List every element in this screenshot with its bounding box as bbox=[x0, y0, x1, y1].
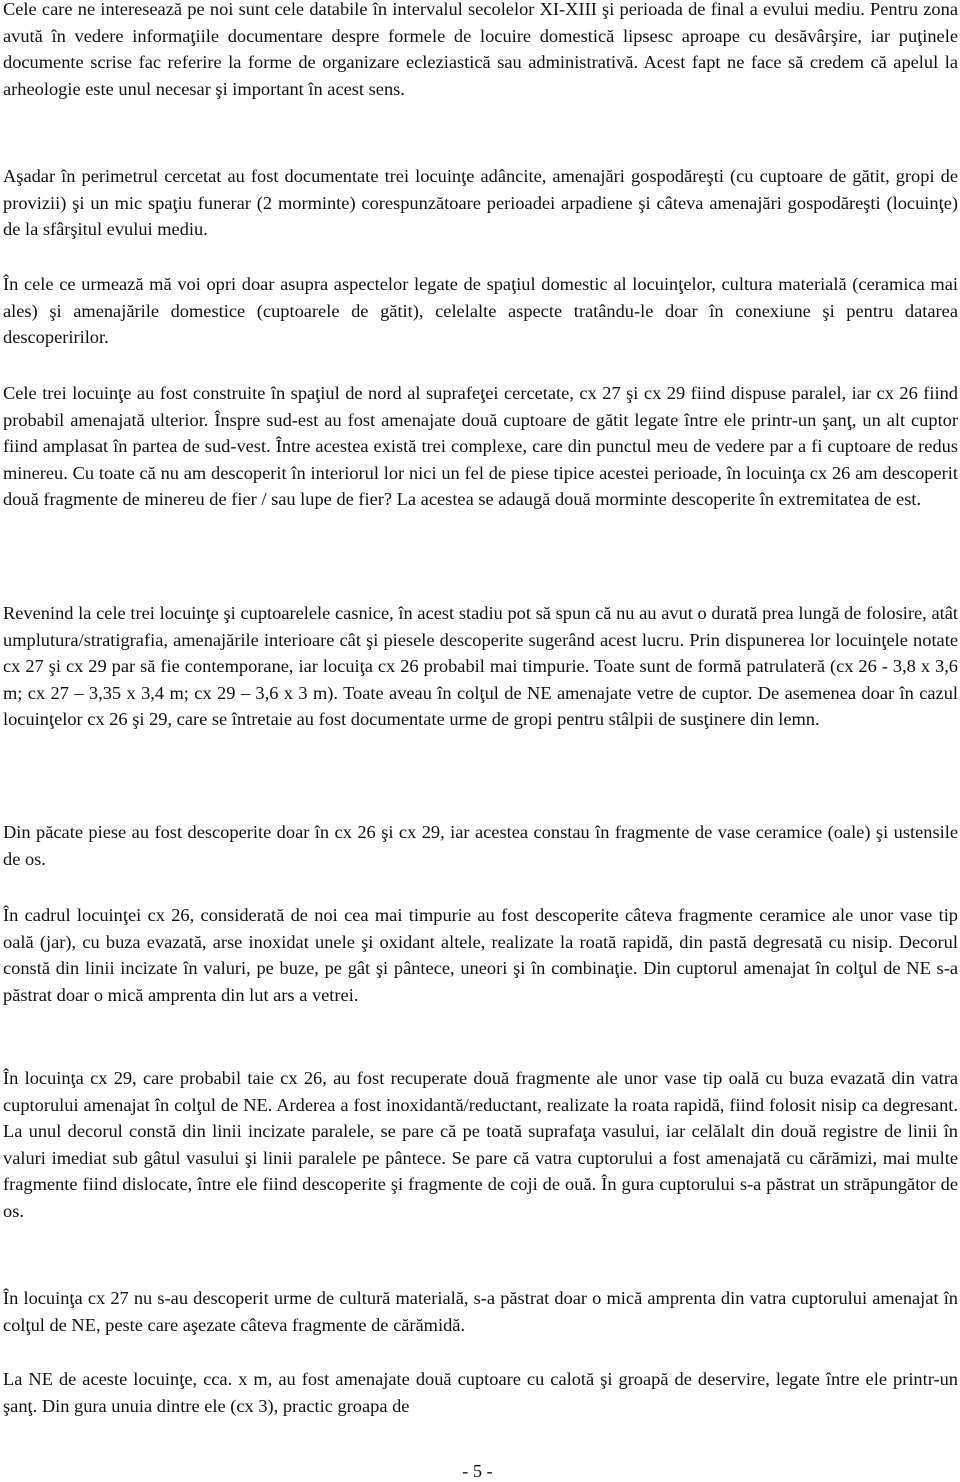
paragraph-10: La NE de aceste locuinţe, cca. x m, au fost amenajate două cuptoare cu calotă şi groapă de deservire, legate între ele printr-un şanţ. Din gura unuia dintre ele (cx 3), practic groapa de bbox=[3, 1369, 958, 1416]
paragraph-1: Cele care ne interesează pe noi sunt cele databile în intervalul secolelor XI-XIII şi perioada de final a evului mediu. Pentru zona avută în vedere informaţiile documentare despre formele de locuire domestică lipsesc aproape cu desăvârşire, iar puţinele documente scrise fac referire la forme de organizare ecleziastică sau administrativă. Acest fapt ne face să credem că apelul la arheologie este unul necesar şi important în acest sens. bbox=[3, 0, 958, 99]
paragraph-2: Aşadar în perimetrul cercetat au fost documentate trei locuinţe adâncite, amenajări gospodăreşti (cu cuptoare de gătit, gropi de provizii) şi un mic spaţiu funerar (2 morminte) corespunzătoare perioadei arpadiene şi câteva amenajări gospodăreşti (locuinţe) de la sfârşitul evului mediu. bbox=[3, 166, 958, 240]
paragraph-3: În cele ce urmează mă voi opri doar asupra aspectelor legate de spaţiul domestic al locuinţelor, cultura materială (ceramica mai ales) şi amenajările domestice (cuptoarele de gătit), celelalte aspecte tratându-le doar în conexiune şi pentru datarea descoperirilor. bbox=[3, 274, 958, 348]
document-page bbox=[3, 0, 958, 1482]
paragraph-4: Cele trei locuinţe au fost construite în spaţiul de nord al suprafeţei cercetate, cx 27 şi cx 29 fiind dispuse paralel, iar cx 26 fiind probabil amenajată ulterior. Înspre sud-est au fost amenajate două cuptoare de gătit legate între ele printr-un şanţ, un alt cuptor fiind amplasat în partea de sud-vest. Între acestea există trei complexe, care din punctul meu de vedere par a fi cuptoare de redus minereu. Cu toate că nu am descoperit în interiorul lor nici un fel de piese tipice acestei perioade, în locuinţa cx 26 am descoperit două fragmente de minereu de fier / sau lupe de fier? La acestea se adaugă două morminte descoperite în extremitatea de est. bbox=[3, 383, 958, 510]
paragraph-6: Din păcate piese au fost descoperite doar în cx 26 şi cx 29, iar acestea constau în fragmente de vase ceramice (oale) şi ustensile de os. bbox=[3, 822, 958, 869]
paragraph-8: În locuinţa cx 29, care probabil taie cx 26, au fost recuperate două fragmente ale unor vase tip oală cu buza evazată din vatra cuptorului amenajat în colţul de NE. Arderea a fost inoxidantă/reductant, realizate la roata rapidă, fiind folosit nisip ca degresant. La unul decorul constă din linii incizate paralele, se pare că pe toată suprafaţa vasului, iar celălalt din două registre de linii în valuri imediat sub gâtul vasului şi linii paralele pe pântece. Se pare că vatra cuptorului a fost amenajată cu cărămizi, mai multe fragmente fiind dislocate, între ele fiind descoperite şi fragmente de coji de ouă. În gura cuptorului s-a păstrat un străpungător de os. bbox=[3, 1068, 958, 1221]
page-number: - 5 - bbox=[462, 1461, 493, 1481]
paragraph-7: În cadrul locuinţei cx 26, considerată de noi cea mai timpurie au fost descoperite câteva fragmente ceramice ale unor vase tip oală (jar), cu buza evazată, arse inoxidat unele şi oxidant altele, realizate la roată rapidă, din pastă degresată cu nisip. Decorul constă din linii incizate în valuri, pe buze, pe gât şi pântece, uneori şi în combinaţie. Din cuptorul amenajat în colţul de NE s-a păstrat doar o mică amprenta din lut ars a vetrei. bbox=[3, 905, 958, 1005]
paragraph-5: Revenind la cele trei locuinţe şi cuptoarelele casnice, în acest stadiu pot să spun că nu au avut o durată prea lungă de folosire, atât umplutura/stratigrafia, amenajările interioare cât şi piesele descoperite sugerând acest lucru. Prin dispunerea lor locuinţele notate cx 27 şi cx 29 par să fie contemporane, iar locuiţa cx 26 probabil mai timpurie. Toate sunt de formă patrulateră (cx 26 - 3,8 x 3,6 m; cx 27 – 3,35 x 3,4 m; cx 29 – 3,6 x 3 m). Toate aveau în colţul de NE amenajate vetre de cuptor. De asemenea doar în cazul locuinţelor cx 26 şi 29, care se întretaie au fost documentate urme de gropi pentru stâlpii de susţinere din lemn. bbox=[3, 603, 958, 730]
paragraph-9: În locuinţa cx 27 nu s-au descoperit urme de cultură materială, s-a păstrat doar o mică amprenta din vatra cuptorului amenajat în colţul de NE, peste care aşezate câteva fragmente de cărămidă. bbox=[3, 1288, 958, 1335]
